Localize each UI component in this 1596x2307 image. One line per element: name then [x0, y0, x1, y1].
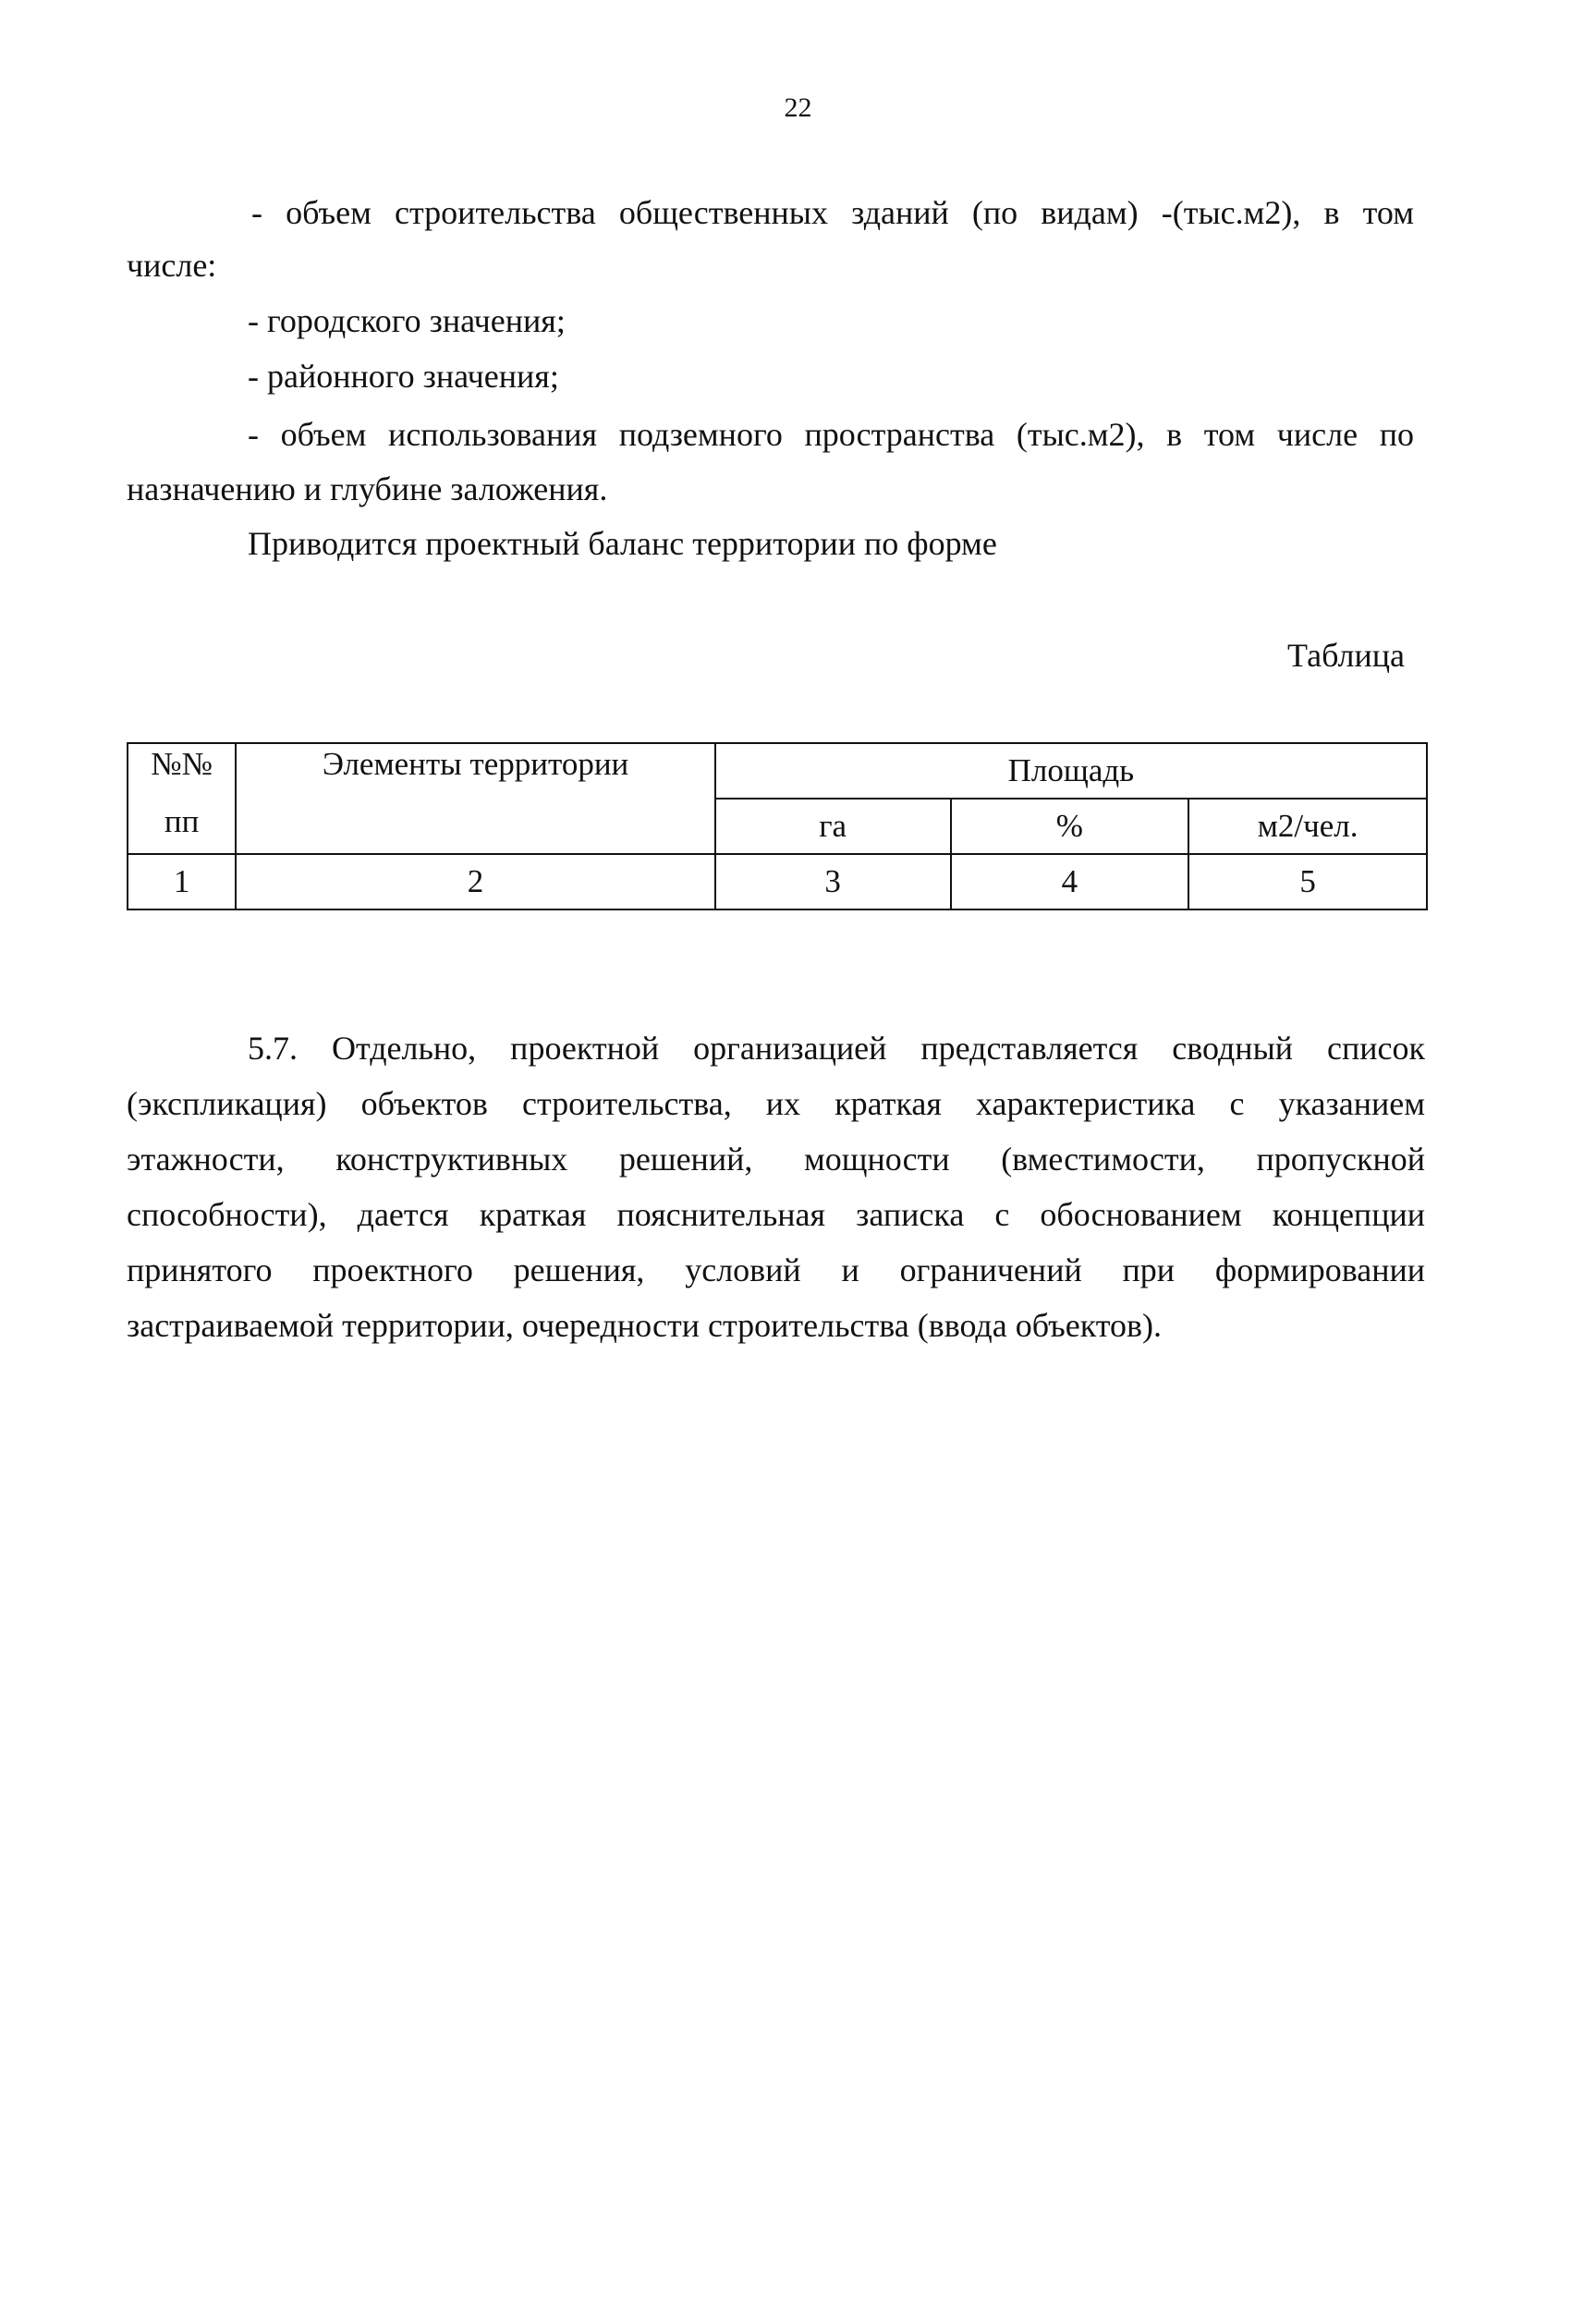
header-cell-elements: Элементы территории: [236, 743, 714, 854]
header-cell-per-person: м2/чел.: [1188, 799, 1427, 854]
list-line-public-buildings: - объем строительства общественных зданий (по видам) -(тыс.м2), в том: [251, 194, 1414, 231]
paragraph-line: этажности, конструктивных решений, мощности (вместимости, пропускной: [127, 1141, 1425, 1178]
table-cell: 3: [715, 854, 951, 909]
table-row-column-numbers: [128, 854, 1427, 909]
table-caption: Таблица: [1287, 637, 1405, 674]
page-number: 22: [784, 92, 812, 123]
territory-balance-table: [127, 742, 1428, 910]
header-cell-percent: %: [951, 799, 1189, 854]
paragraph-line: застраиваемой территории, очередности строительства (ввода объектов).: [127, 1307, 1162, 1344]
table-cell: 2: [236, 854, 714, 909]
paragraph-line: принятого проектного решения, условий и ограничений при формировании: [127, 1251, 1425, 1288]
balance-intro-text: Приводится проектный баланс территории по форме: [248, 525, 997, 562]
table-header-row: [128, 743, 1427, 799]
header-cell-ha: га: [715, 799, 951, 854]
paragraph-5-7: [127, 1020, 1425, 1353]
list-line-public-buildings-continuation: числе:: [127, 247, 217, 284]
header-cell-number: [128, 743, 236, 854]
list-item-district-significance: - районного значения;: [248, 358, 559, 395]
table-cell: 1: [128, 854, 236, 909]
header-cell-area: Площадь: [715, 743, 1427, 799]
paragraph-line: (экспликация) объектов строительства, их краткая характеристика с указанием: [127, 1085, 1425, 1122]
list-item-city-significance: - городского значения;: [248, 302, 566, 339]
header-number-bottom: пп: [164, 803, 200, 839]
table-cell: 5: [1188, 854, 1427, 909]
list-line-underground-continuation: назначению и глубине заложения.: [127, 470, 608, 507]
paragraph-line: способности), дается краткая пояснительная записка с обоснованием концепции: [127, 1196, 1425, 1233]
list-line-underground-space: - объем использования подземного пространства (тыс.м2), в том числе по: [248, 416, 1414, 453]
table-cell: 4: [951, 854, 1189, 909]
header-number-top: №№: [151, 746, 213, 782]
paragraph-line: 5.7. Отдельно, проектной организацией представляется сводный список: [248, 1030, 1425, 1067]
